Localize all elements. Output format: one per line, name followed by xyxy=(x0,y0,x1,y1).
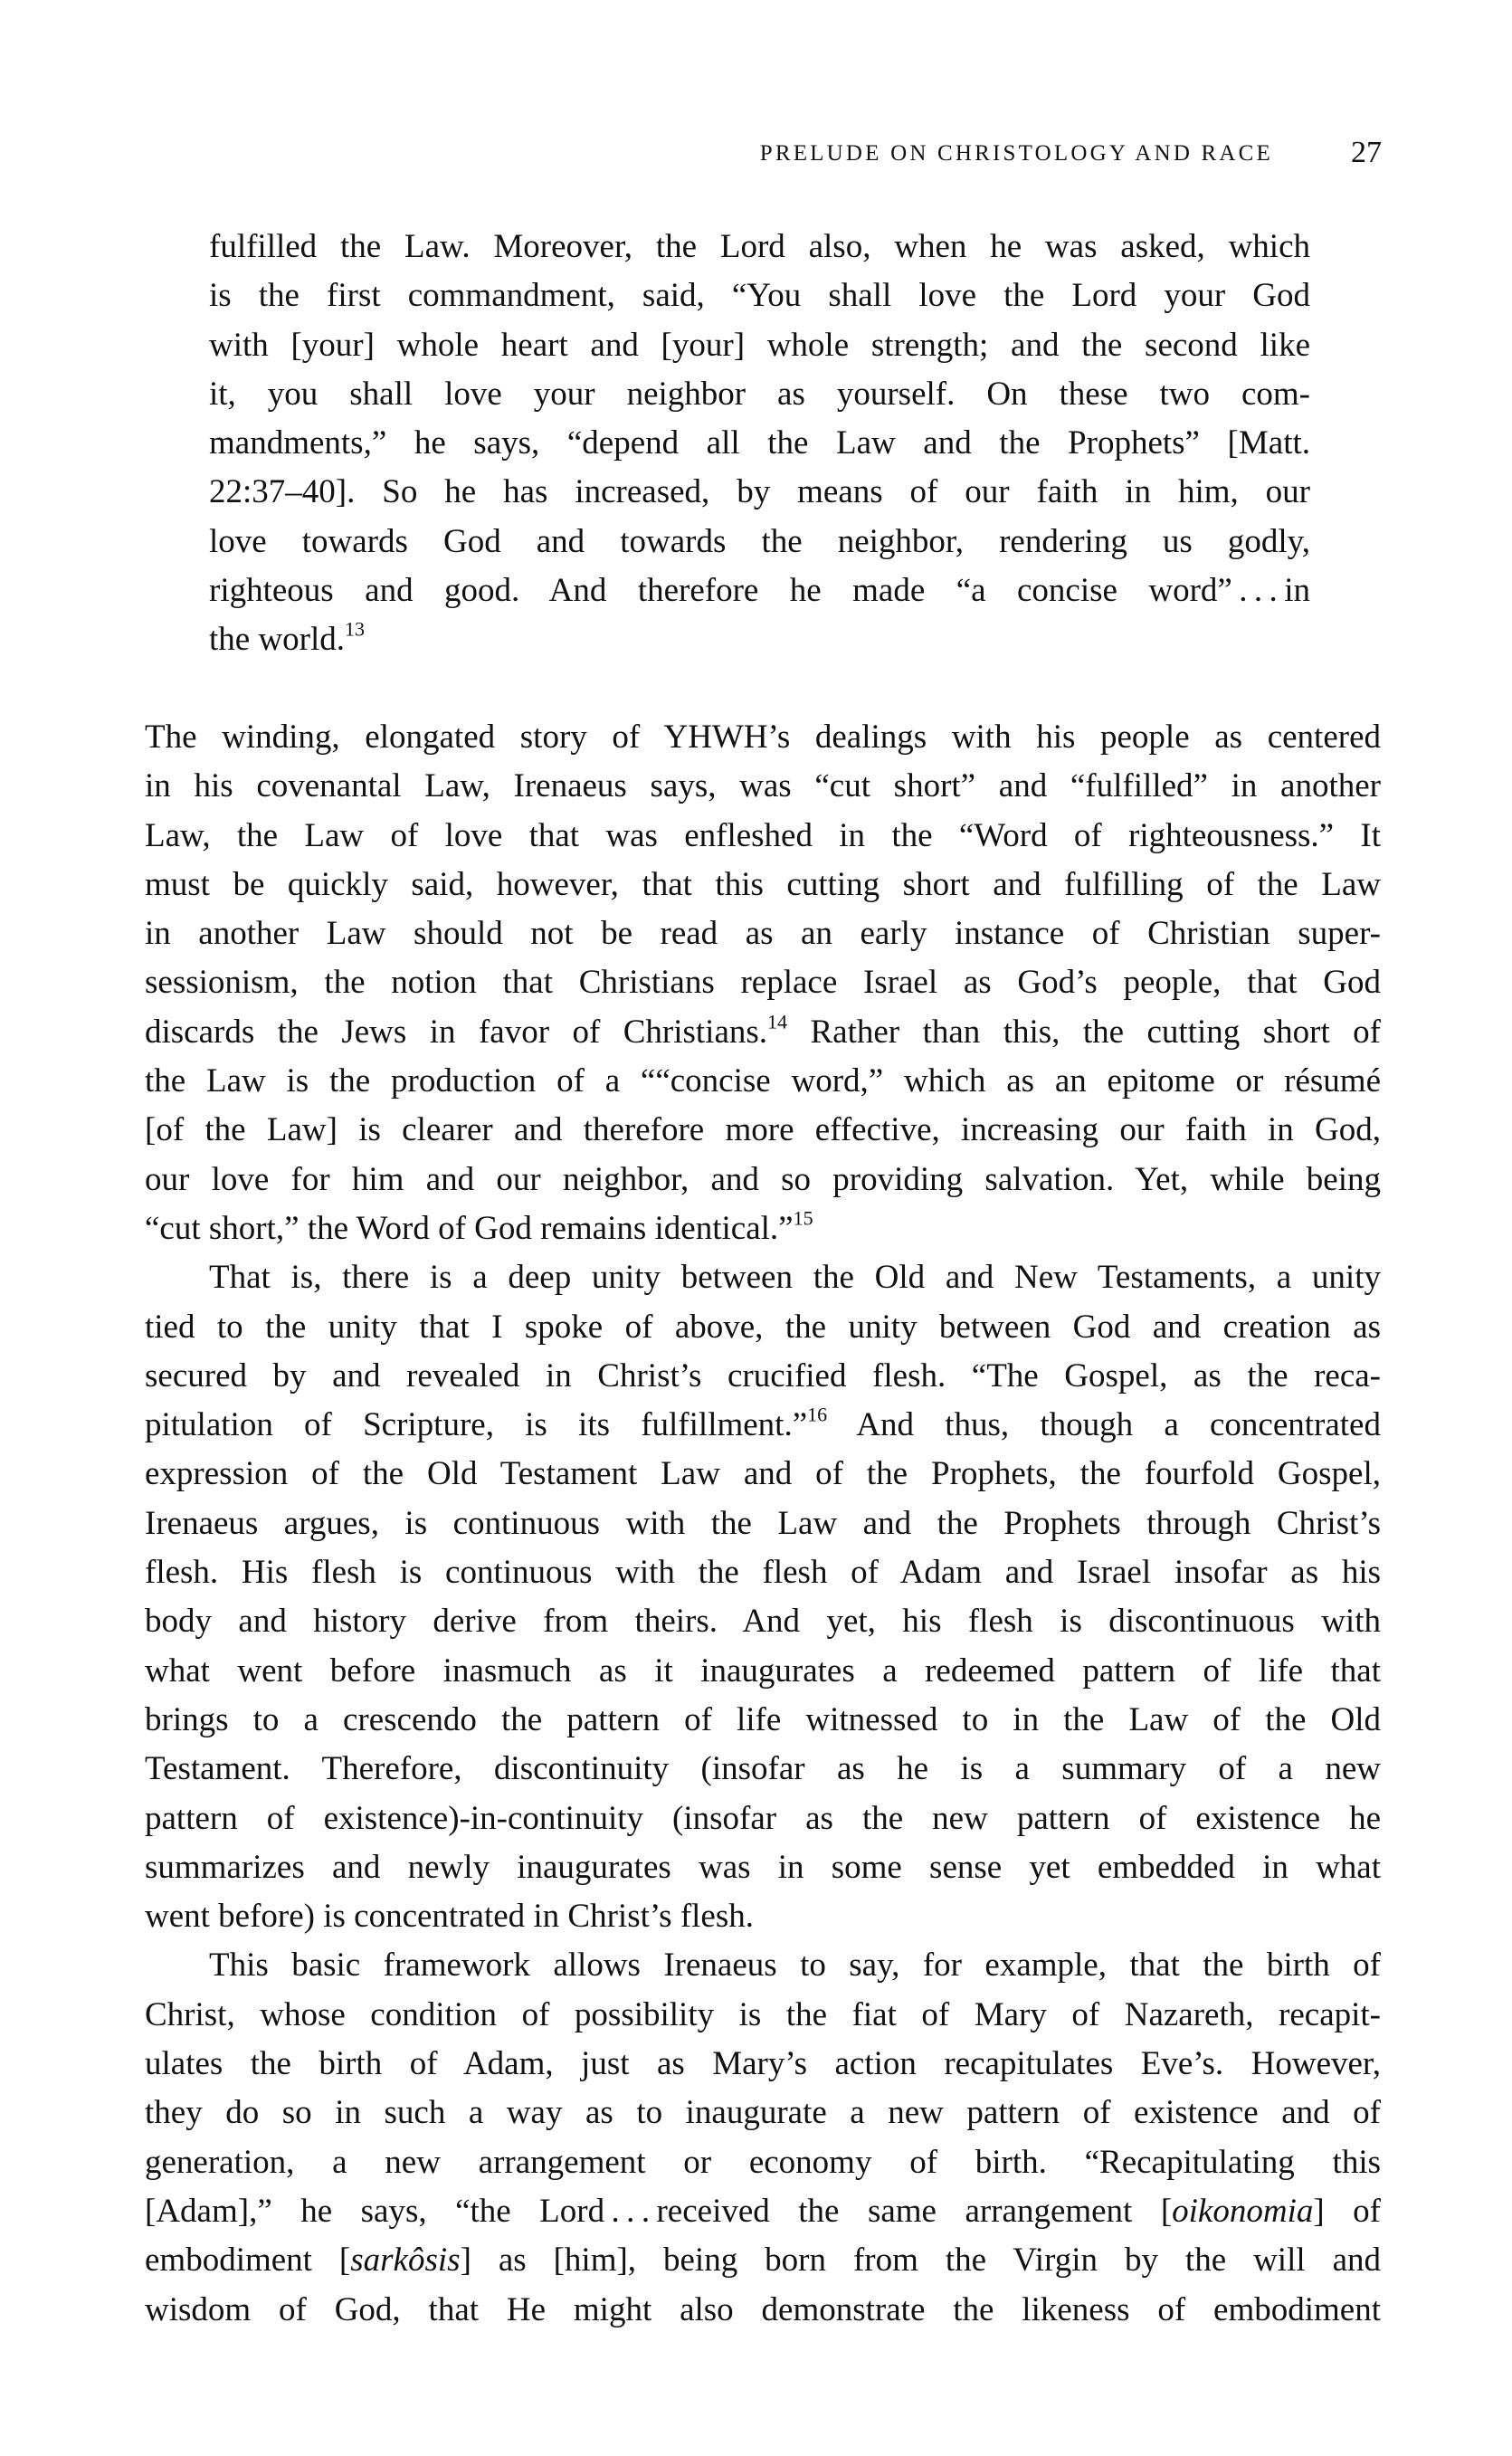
text-line: [of the Law] is clearer and therefore more effective, increasing our faith in God, xyxy=(145,1111,1381,1149)
quote-line: the world.$^{13}$ xyxy=(209,617,366,659)
paragraph xyxy=(145,713,1381,1253)
text-line: That is, there is a deep unity between the Old and New Testaments, a unity xyxy=(209,1259,1381,1297)
paragraph xyxy=(145,1941,1381,2334)
text-line: Law, the Law of love that was enfleshed in the “Word of righteousness.” It xyxy=(145,816,1381,854)
quote-line: fulfilled the Law. Moreover, the Lord also, when he was asked, which xyxy=(209,228,1310,265)
quote-line: is the first commandment, said, “You shall love the Lord your God xyxy=(209,277,1310,315)
text-line: Irenaeus argues, is continuous with the Law and the Prophets through Christ’s xyxy=(145,1504,1381,1542)
italic-term: sarkôsis xyxy=(350,2242,461,2280)
text-line: The winding, elongated story of YHWH’s dealings with his people as centered xyxy=(145,719,1381,756)
text-line: Christ, whose condition of possibility is the fiat of Mary of Nazareth, recapit- xyxy=(145,1995,1381,2033)
text-line: our love for him and our neighbor, and so providing salvation. Yet, while being xyxy=(145,1160,1381,1198)
text-line: summarizes and newly inaugurates was in some sense yet embedded in what xyxy=(145,1848,1381,1886)
quote-line: righteous and good. And therefore he made “a concise word” . . . in xyxy=(209,572,1310,610)
quote-line: mandments,” he says, “depend all the Law and the Prophets” [Matt. xyxy=(209,424,1310,462)
text-line: sessionism, the notion that Christians replace Israel as God’s people, that God xyxy=(145,964,1381,1002)
footnote-ref: 13 xyxy=(345,617,366,641)
running-head xyxy=(543,136,1382,181)
quote-line: it, you shall love your neighbor as yourself. On these two com- xyxy=(209,375,1310,413)
text-line: brings to a crescendo the pattern of life witnessed to in the Law of the Old xyxy=(145,1700,1381,1738)
block-quote xyxy=(209,223,1310,665)
text-line: [Adam],” he says, “the Lord . . . received the same arrangement [oikonomia] of xyxy=(145,2192,1381,2230)
quote-line: with [your] whole heart and [your] whole strength; and the second like xyxy=(209,326,1310,364)
text-line: flesh. His flesh is continuous with the flesh of Adam and Israel insofar as his xyxy=(145,1554,1381,1592)
page-number: 27 xyxy=(1351,136,1382,169)
text-line: what went before inasmuch as it inaugurates a redeemed pattern of life that xyxy=(145,1652,1381,1690)
footnote-ref: 14 xyxy=(767,1010,788,1033)
text-line: embodiment [sarkôsis] as [him], being born from the Virgin by the will and xyxy=(145,2242,1382,2280)
footnote-ref: 15 xyxy=(793,1206,813,1230)
text-line: This basic framework allows Irenaeus to say, for example, that the birth of xyxy=(209,1947,1381,1985)
text-line: in his covenantal Law, Irenaeus says, was “cut short” and “fulfilled” in another xyxy=(145,767,1381,805)
quote-line: 22:37–40]. So he has increased, by means of our faith in him, our xyxy=(209,473,1310,511)
italic-term: oikonomia xyxy=(1172,2192,1314,2230)
text-line: Testament. Therefore, discontinuity (insofar as he is a summary of a new xyxy=(145,1750,1381,1788)
text-line: in another Law should not be read as an early instance of Christian super- xyxy=(145,915,1381,953)
text-line: expression of the Old Testament Law and of the Prophets, the fourfold Gospel, xyxy=(145,1455,1381,1493)
text-line: went before) is concentrated in Christ’s flesh. xyxy=(145,1898,754,1936)
text-line: tied to the unity that I spoke of above, the unity between God and creation as xyxy=(145,1308,1381,1346)
text-line: must be quickly said, however, that this cutting short and fulfilling of the Law xyxy=(145,865,1381,903)
text-line: ulates the birth of Adam, just as Mary’s action recapitulates Eve’s. However, xyxy=(145,2045,1381,2083)
text-line: discards the Jews in favor of Christians.$^{14}$ Rather than this, the cutting short of xyxy=(145,1010,1381,1051)
running-head-title: PRELUDE ON CHRISTOLOGY AND RACE xyxy=(759,141,1273,166)
text-line: wisdom of God, that He might also demonstrate the likeness of embodiment xyxy=(145,2290,1381,2328)
text-line: generation, a new arrangement or economy of birth. “Recapitulating this xyxy=(145,2143,1381,2181)
text-line: pitulation of Scripture, is its fulfillment.”$^{16}$ And thus, though a concentrated xyxy=(145,1403,1381,1444)
text-line: secured by and revealed in Christ’s crucified flesh. “The Gospel, as the reca- xyxy=(145,1357,1381,1395)
quote-line: love towards God and towards the neighbor, rendering us godly, xyxy=(209,522,1310,560)
text-line: body and history derive from theirs. And yet, his flesh is discontinuous with xyxy=(145,1603,1381,1641)
text-line: pattern of existence)-in-continuity (insofar as the new pattern of existence he xyxy=(145,1799,1381,1837)
body-text xyxy=(145,713,1381,2335)
text-line: the Law is the production of a ““concise word,” which as an epitome or résumé xyxy=(145,1062,1381,1100)
text-line: they do so in such a way as to inaugurate a new pattern of existence and of xyxy=(145,2094,1381,2132)
footnote-ref: 16 xyxy=(807,1403,828,1426)
paragraph xyxy=(145,1253,1381,1941)
text-line: “cut short,” the Word of God remains identical.”$^{15}$ xyxy=(145,1206,813,1247)
